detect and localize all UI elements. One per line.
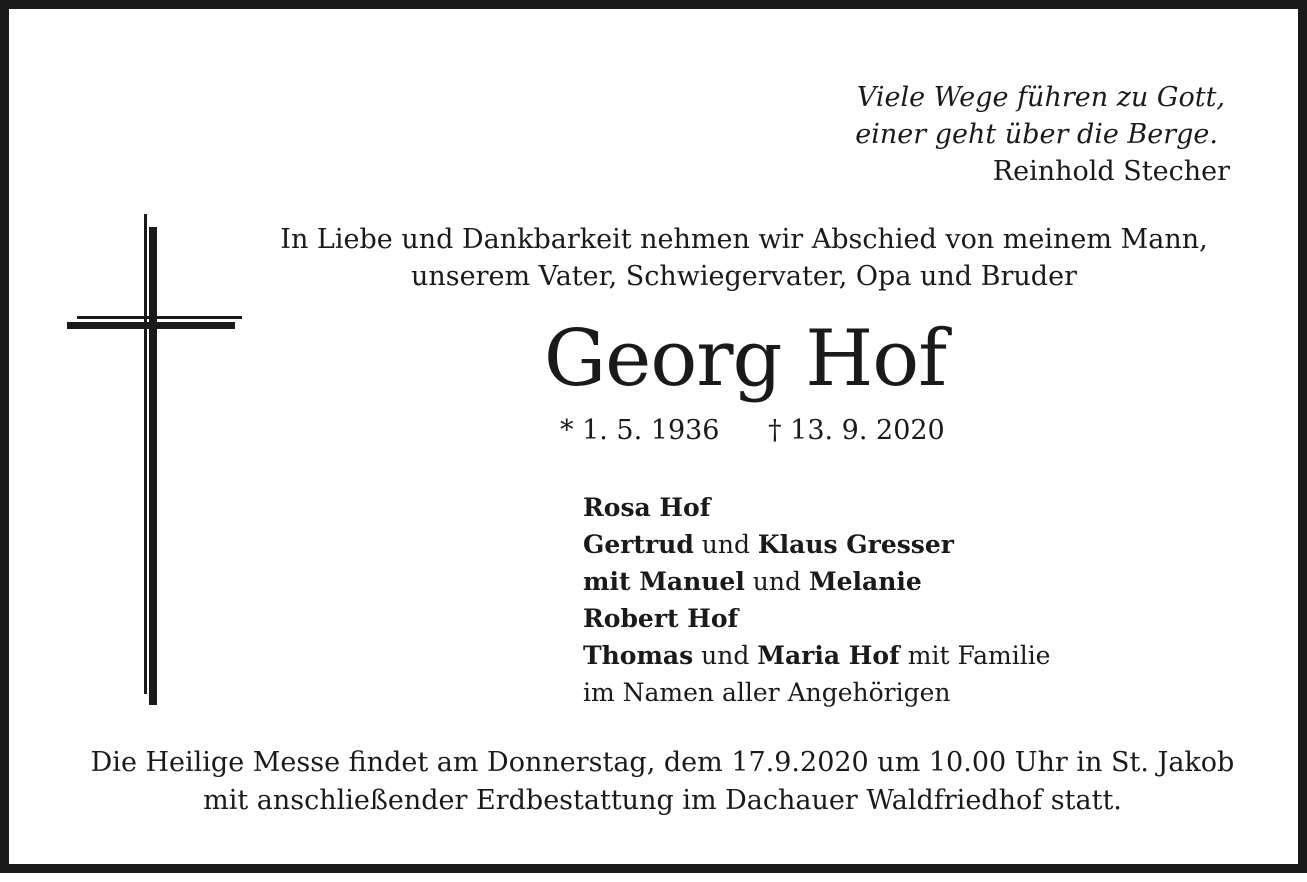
birth-date: * 1. 5. 1936 bbox=[560, 415, 720, 446]
connector-text: und bbox=[693, 641, 758, 670]
service-line-2: mit anschließender Erdbestattung im Dachauer Waldfriedhof statt. bbox=[203, 785, 1122, 816]
mourner-name: Gertrud bbox=[583, 530, 694, 559]
mourners-list bbox=[583, 489, 1050, 711]
connector-text: und bbox=[744, 567, 809, 596]
mourner-name: Maria Hof bbox=[757, 641, 900, 670]
mourner-line bbox=[583, 526, 1050, 563]
mourner-line bbox=[583, 563, 1050, 600]
death-date: † 13. 9. 2020 bbox=[768, 415, 945, 446]
mourner-name: Rosa Hof bbox=[583, 493, 711, 522]
service-line-1: Die Heilige Messe findet am Donnerstag, dem 17.9.2020 um 10.00 Uhr in St. Jakob bbox=[90, 747, 1235, 778]
mourner-name: Robert Hof bbox=[583, 604, 739, 633]
intro-line-2: unserem Vater, Schwiegervater, Opa und Bruder bbox=[411, 261, 1077, 292]
mourner-line bbox=[583, 600, 1050, 637]
mourner-name: mit Manuel bbox=[583, 567, 745, 596]
motto-author: Reinhold Stecher bbox=[992, 156, 1230, 187]
mourner-name: Thomas bbox=[583, 641, 694, 670]
mourner-name: Melanie bbox=[808, 567, 922, 596]
mourner-name: Klaus Gresser bbox=[757, 530, 954, 559]
service-info bbox=[9, 744, 1307, 820]
motto-quote bbox=[855, 79, 1230, 190]
motto-line-2: einer geht über die Berge. bbox=[855, 119, 1218, 150]
intro-text bbox=[239, 221, 1249, 295]
mourner-line bbox=[583, 489, 1050, 526]
mourner-closing: im Namen aller Angehörigen bbox=[583, 678, 951, 707]
mourner-line bbox=[583, 637, 1050, 674]
motto-line-1: Viele Wege führen zu Gott, bbox=[856, 82, 1225, 113]
intro-line-1: In Liebe und Dankbarkeit nehmen wir Abschied von meinem Mann, bbox=[280, 224, 1208, 255]
life-dates bbox=[560, 411, 945, 451]
connector-text: mit Familie bbox=[899, 641, 1051, 670]
deceased-name: Georg Hof bbox=[543, 314, 947, 404]
connector-text: und bbox=[693, 530, 758, 559]
